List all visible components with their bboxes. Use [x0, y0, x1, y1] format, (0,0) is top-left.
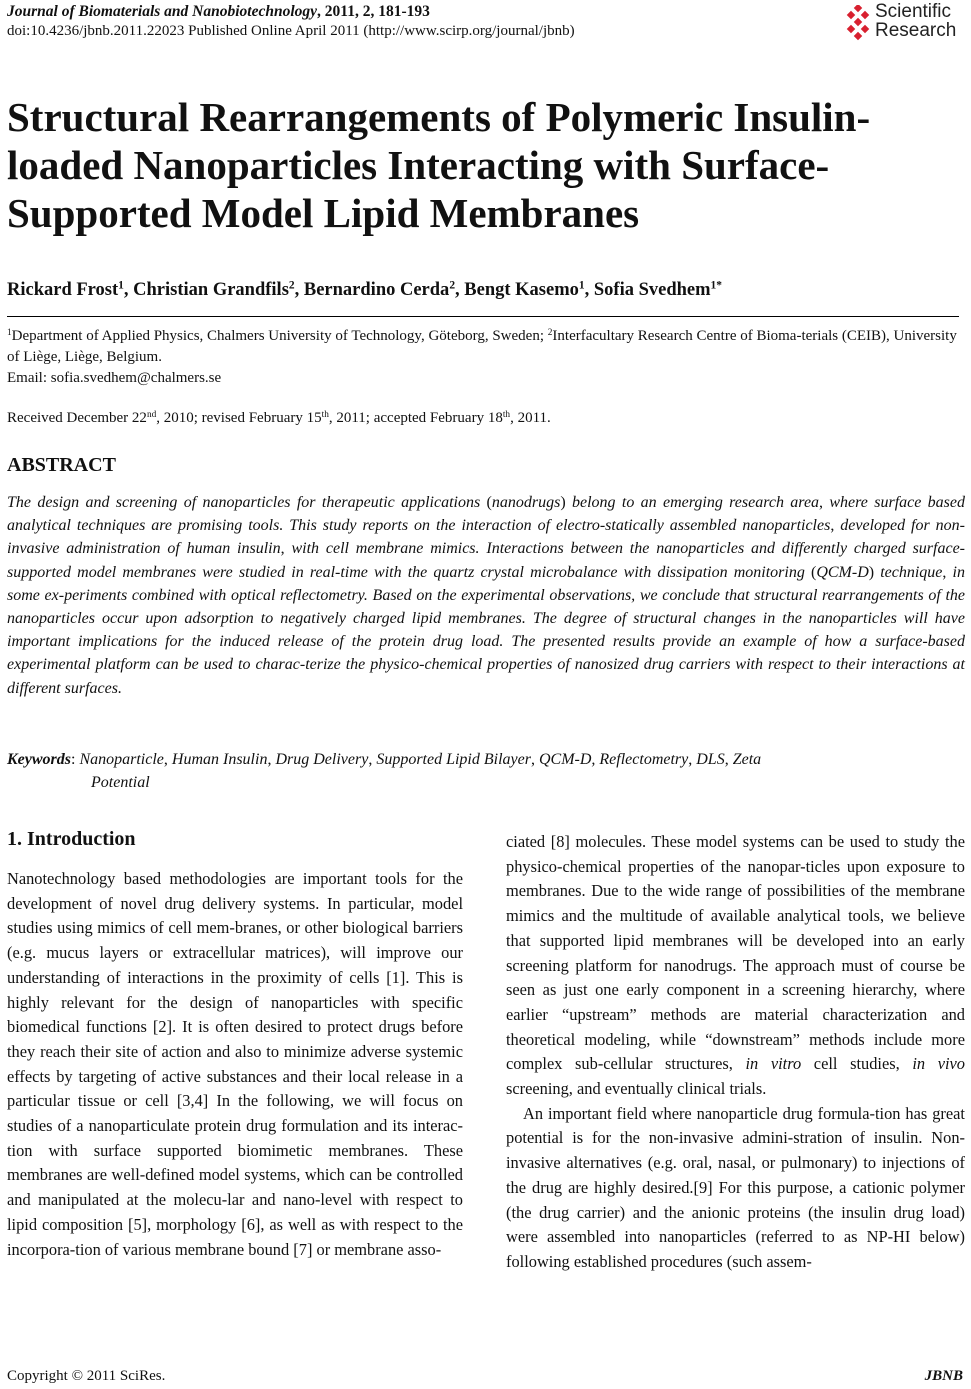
author-affil: 1 — [578, 279, 585, 292]
logo-line-1: Scientific — [875, 1, 952, 22]
keyword: QCM-D, Reflectometry — [534, 751, 689, 768]
logo-icon — [845, 5, 871, 41]
header-divider — [7, 316, 959, 317]
revised-text: , 2010; revised February 15 — [156, 410, 322, 426]
paragraph-text: screening, and eventually clinical trials. — [506, 1079, 767, 1099]
punct: ( — [486, 494, 492, 511]
body-column-left — [7, 867, 463, 1262]
author-name: Bengt Kasemo — [464, 280, 579, 300]
author-name: Christian Grandfils — [133, 280, 289, 300]
affil-marker: 1 — [7, 327, 12, 338]
received-text: Received December 22 — [7, 410, 147, 426]
keyword: Potential — [91, 774, 150, 791]
abstract-text: developed for non-invasive administration of human insulin — [7, 517, 965, 558]
keywords-label: Keywords — [7, 751, 71, 768]
emphasis: in vivo — [912, 1054, 965, 1074]
logo-wordmark — [875, 2, 956, 40]
received-dates — [7, 410, 551, 427]
journal-name: Journal of Biomaterials and Nanobiotechnology — [7, 3, 318, 20]
paragraph-text: ciated [8] molecules. These model systems can be used to study the physico-chemical properties of the nanopar-ticles upon exposure to membranes. Due to the wide range of possibilities of the membrane mimics and the multitude of available analytical tools, we believe that supported lipid membranes will be developed into an early screening platform for nanodrugs. The approach must of course be seen as just one early component in a screening hierarchy, where earlier “upstream” methods are material characterization and theoretical modeling, while “downstream” methods include more complex sub-cellular structures, — [506, 832, 965, 1074]
punct: , — [819, 494, 824, 511]
punct: : — [71, 751, 76, 768]
punct: ) — [868, 563, 875, 581]
author-sep: , — [455, 280, 465, 300]
paragraph-text: cell studies, — [801, 1054, 913, 1074]
ordinal: th — [502, 409, 511, 420]
paragraph: An important field where nanoparticle drug formula-tion has great potential is for the non-invasive admini-stration of insulin. Non-invasive alternatives (e.g. oral, nasal, or pulmonary) to injections of the drug are highly desired.[9] For this purpose, a cationic polymer (the drug carrier) and the anionic proteins (the insulin drug load) were assembled into nanoparticles (referred to as NP-HI below) following established procedures (such assem- — [506, 1103, 965, 1271]
doi-line: doi:10.4236/jbnb.2011.22023 Published Online April 2011 (http://www.scirp.org/journal/jbnb) — [7, 23, 575, 39]
keywords — [7, 748, 965, 794]
abstract-body — [7, 491, 965, 700]
abstract-text: in some ex-periments combined with optical reflectometry. Based on the experimental observations, we conclude that structural rearrangements of the nanoparticles occur upon adsorption to negatively charged lipid membranes. The degree of structural changes in the nanoparticles will have important implications for the induced release of the protein drug load. The presented results provide an example of how a surface-based experimental platform can be used to charac-terize the physico-chemical properties of nanosized drug carriers with respect to their interactions at different surfaces. — [7, 563, 966, 697]
author-affil: 2 — [288, 279, 295, 292]
punct: , — [368, 751, 373, 768]
punct: , — [724, 751, 729, 768]
abstract-text: QCM-D — [816, 563, 869, 581]
author-name: Bernardino Cerda — [303, 280, 450, 300]
affiliations — [7, 326, 965, 368]
year-text: , 2011. — [510, 410, 551, 426]
abstract-text: belong to an emerging research area — [565, 494, 820, 511]
journal-abbreviation: JBNB — [924, 1368, 963, 1384]
punct: , — [163, 751, 168, 768]
punct: , — [280, 540, 285, 558]
punct: ) — [560, 494, 566, 511]
abstract-heading: ABSTRACT — [7, 454, 116, 476]
punct: , — [530, 751, 535, 768]
section-heading: 1. Introduction — [7, 828, 136, 850]
affil-marker: 2 — [547, 327, 553, 338]
punct: , — [688, 751, 693, 768]
author-affil: 2 — [449, 279, 456, 292]
affil-1: Department of Applied Physics, Chalmers University of Technology, Göteborg, Sweden; — [11, 328, 548, 344]
punct: , — [942, 563, 947, 581]
keyword: Zeta — [728, 751, 762, 768]
keyword: Supported Lipid Bilayer — [372, 751, 531, 768]
accepted-text: , 2011; accepted February 18 — [328, 410, 503, 426]
body-column-right — [506, 830, 965, 1275]
abstract-text: nanodrugs — [491, 494, 561, 511]
author-affil: 1 — [118, 279, 124, 292]
punct: , — [830, 517, 835, 535]
author-name: Sofia Svedhem — [593, 280, 711, 300]
ordinal: nd — [146, 409, 157, 420]
affil-2: Interfacultary Research Centre of Bioma-terials (CEIB), University of Liège, Liège, Belgium. — [7, 328, 957, 365]
paper-title: Structural Rearrangements of Polymeric Insulin-loaded Nanoparticles Interacting with Surface-Supported Model Lipid Membranes — [7, 94, 871, 236]
journal-citation — [7, 3, 430, 21]
keyword: Nanoparticle — [75, 751, 164, 768]
paragraph — [506, 830, 965, 1102]
logo-line-2: Research — [875, 20, 957, 41]
author-sep: , — [294, 280, 304, 300]
volume-pages: , 2011, 2, 181-193 — [317, 3, 430, 20]
punct: , — [267, 751, 272, 768]
abstract-text: technique — [874, 563, 943, 581]
author-list — [7, 280, 722, 301]
emphasis: in vitro — [745, 1054, 802, 1074]
abstract-text: with cell membrane mimics. Interactions between the nanoparticles and differently charged surface-supported model membranes were studied in real-time with the quartz crystal microbalance with dissipation monitoring — [7, 540, 966, 581]
email: Email: sofia.svedhem@chalmers.se — [7, 370, 222, 386]
keyword: Drug Delivery — [271, 751, 369, 768]
author-name: Rickard Frost — [7, 280, 119, 300]
copyright: Copyright © 2011 SciRes. — [7, 1368, 166, 1384]
punct: ( — [810, 563, 817, 581]
abstract-text: where surface based analytical techniques are promising tools. This study reports on the interaction of electro-statically assembled nanoparticles — [7, 494, 966, 535]
paragraph: Nanotechnology based methodologies are important tools for the development of novel drug delivery systems. In particular, model studies using mimics of cell mem-branes, or other biological barriers (e.g. mucus layers or extracellular matrices), will improve our understanding of interactions in the proximity of cells [1]. This is highly relevant for the design of nanoparticles with specific biomedical functions [2]. It is often desired to protect drugs before they reach their site of action and also to minimize adverse systemic effects by targeting of active substances and their local release in a particular tissue or cell [3,4] In the following, we will focus on studies of a nanoparticulate protein drug formulation and its interac-tion with surface supported biomimetic membranes. These membranes are well-defined model systems, which can be controlled and manipulated at the molecu-lar and nano-level with respect to lipid composition [5], morphology [6], as well as with respect to the incorpora-tion of various membrane bound [7] or membrane asso- — [7, 869, 463, 1259]
publisher-logo — [845, 2, 965, 44]
author-affil: 1* — [710, 279, 723, 292]
abstract-text: The design and screening of nanoparticles for therapeutic applications — [7, 494, 487, 511]
keyword: DLS — [692, 751, 725, 768]
ordinal: th — [321, 409, 329, 420]
author-sep: , — [123, 280, 134, 300]
keyword: Human Insulin — [167, 751, 268, 768]
author-sep: , — [584, 280, 594, 300]
